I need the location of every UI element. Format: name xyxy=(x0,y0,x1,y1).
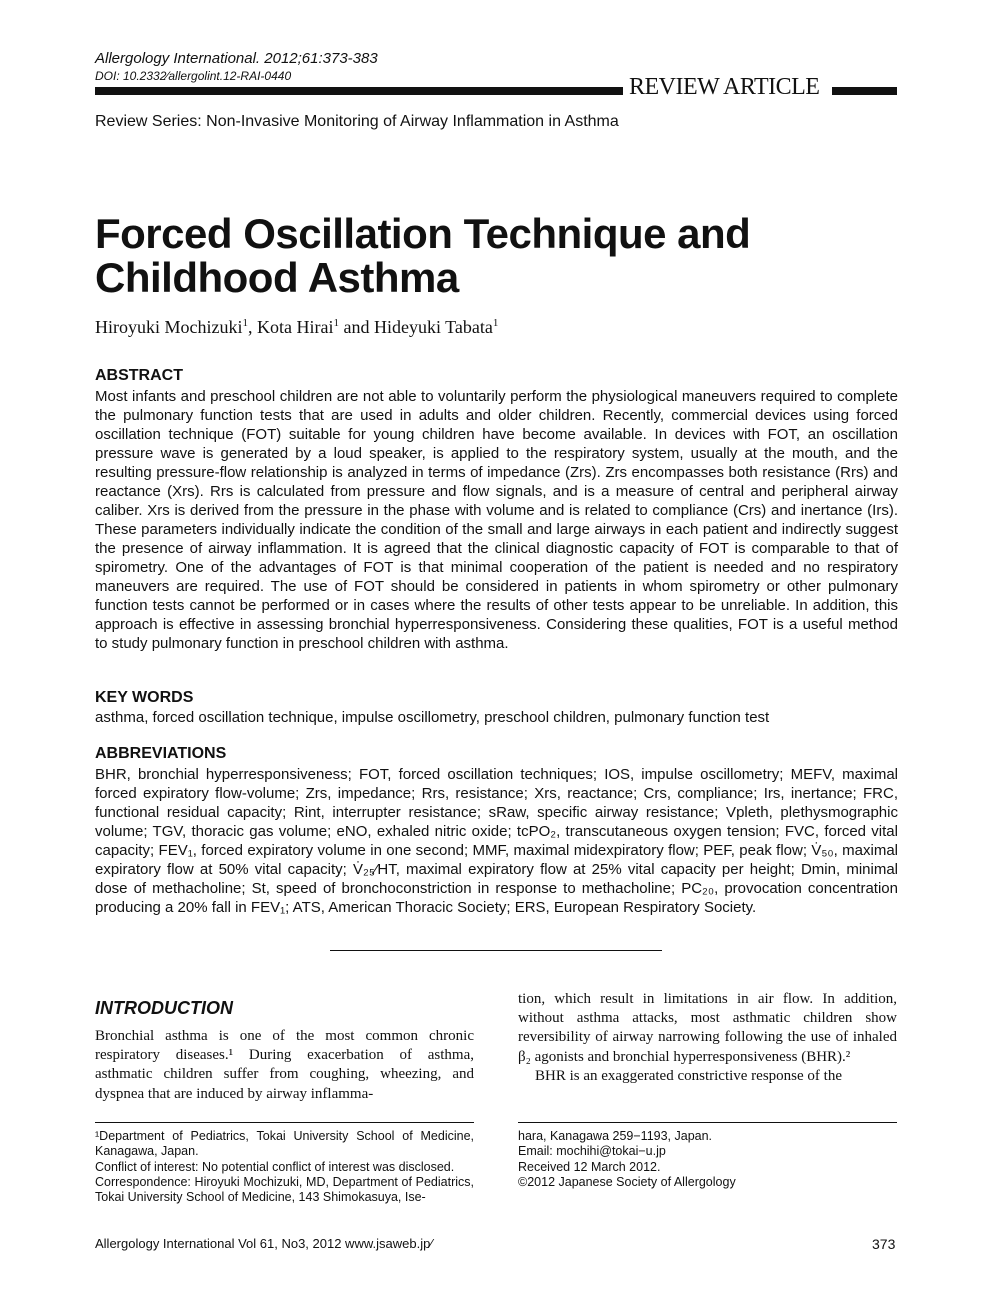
footnotes-right xyxy=(518,1129,897,1190)
footnote-conflict: Conflict of interest: No potential conflict of interest was disclosed. xyxy=(95,1159,455,1174)
title-line-1: Forced Oscillation Technique and xyxy=(95,210,751,257)
doi: DOI: 10.2332⁄allergolint.12-RAI-0440 xyxy=(95,69,292,83)
author-list xyxy=(95,317,498,338)
footnote-affiliation: ¹Department of Pediatrics, Tokai University School of Medicine, Kanagawa, Japan. xyxy=(95,1129,474,1159)
introduction-paragraph: BHR is an exaggerated constrictive response of the xyxy=(535,1067,842,1084)
review-series: Review Series: Non-Invasive Monitoring of Airway Inflammation in Asthma xyxy=(95,113,619,130)
footnote-correspondence: Correspondence: Hiroyuki Mochizuki, MD, Department of Pediatrics, Tokai University School of Medicine, 143 Shimokasuya, Ise- xyxy=(95,1174,474,1205)
footer-citation: Allergology International Vol 61, No3, 2012 www.jsaweb.jp⁄ xyxy=(95,1236,433,1251)
author-separator: and xyxy=(338,317,374,337)
header-rule-left xyxy=(95,87,623,95)
introduction-right-column xyxy=(518,990,897,1086)
footnote-rule xyxy=(95,1122,474,1123)
author-name: Hideyuki Tabata xyxy=(373,317,493,337)
author-name: Hiroyuki Mochizuki xyxy=(95,317,243,337)
introduction-heading: INTRODUCTION xyxy=(95,998,233,1018)
footnotes-left xyxy=(95,1129,474,1205)
abbreviations-heading: ABBREVIATIONS xyxy=(95,745,227,762)
article-type-label: REVIEW ARTICLE xyxy=(629,74,820,100)
footnote-received: Received 12 March 2012. xyxy=(518,1159,661,1174)
author-affiliation: 1 xyxy=(333,317,339,329)
article-title xyxy=(95,212,895,300)
keywords-heading: KEY WORDS xyxy=(95,689,194,706)
footnote-copyright: ©2012 Japanese Society of Allergology xyxy=(518,1174,736,1189)
journal-citation: Allergology International. 2012;61:373-383 xyxy=(95,50,378,67)
page-number: 373 xyxy=(872,1236,896,1252)
section-divider xyxy=(330,950,662,951)
abstract-text: Most infants and preschool children are not able to voluntarily perform the physiological maneuvers required to complete the pulmonary function tests that are used in adults and older children. Recently, commercial devices using forced oscillation technique (FOT) suitable for young children have become available. In devices with FOT, an oscillation pressure wave is generated by a loud speaker, is applied to the respiratory system, usually at the mouth, and the resulting pressure-flow relationship is analyzed in terms of impedance (Zrs). Zrs encompasses both resistance (Rrs) and reactance (Xrs). Rrs is calculated from pressure and flow signals, and is a measure of central and peripheral airway caliber. Xrs is derived from the pressure in the phase with volume and is related to compliance (Crs) and inertance (Irs). These parameters individually indicate the condition of the small and large airways in each patient and indirectly suggest the presence of airway inflammation. It is agreed that the clinical diagnostic capacity of FOT is comparable to that of spirometry. One of the advantages of FOT is that minimal cooperation of the patient is needed and no respiratory maneuvers are required. The use of FOT should be considered in patients in whom spirometry or other pulmonary function tests cannot be performed or in cases where the results of other tests appear to be unreliable. In addition, this approach is effective in assessing bronchial hyperresponsiveness. Considering these qualities, FOT is a useful method to study pulmonary function in preschool children with asthma. xyxy=(95,388,898,652)
author-separator: , xyxy=(247,317,257,337)
title-line-2: Childhood Asthma xyxy=(95,254,459,301)
footnote-rule xyxy=(518,1122,897,1123)
abbreviations-text: BHR, bronchial hyperresponsiveness; FOT, forced oscillation techniques; IOS, impulse oscillometry; MEFV, maximal forced expiratory flow-volume; Zrs, impedance; Rrs, resistance; Xrs, reactance; Crs, compliance; Irs, inertance; FRC, functional residual capacity; Rint, interrupter resistance; sRaw, specific airway resistance; Vpleth, plethysmographic volume; TGV, thoracic gas volume; eNO, exhaled nitric oxide; tcPO₂, transcutaneous oxygen tension; FVC, forced vital capacity; FEV₁, forced expiratory volume in one second; MMF, maximal midexpiratory flow; PEF, peak flow; V̇₅₀, maximal expiratory flow at 50% vital capacity; V̇₂₅⁄HT, maximal expiratory flow at 25% vital capacity per height; Dmin, minimal dose of methacholine; St, speed of bronchoconstriction in response to methacholine; PC₂₀, provocation concentration producing a 20% fall in FEV₁; ATS, American Thoracic Society; ERS, European Respiratory Society. xyxy=(95,766,898,916)
footnote-email: Email: mochihi@tokai−u.jp xyxy=(518,1144,666,1159)
abstract-heading: ABSTRACT xyxy=(95,367,183,384)
header-rule-right xyxy=(832,87,897,95)
keywords-text: asthma, forced oscillation technique, impulse oscillometry, preschool children, pulmonary function test xyxy=(95,709,770,726)
author-affiliation: 1 xyxy=(492,317,499,329)
author-name: Kota Hirai xyxy=(256,317,334,337)
introduction-paragraph: tion, which result in limitations in air flow. In addition, without asthma attacks, most asthmatic children show reversibility of airway narrowing following the use of inhaled β₂ agonists and bronchial hyperresponsiveness (BHR).² xyxy=(518,991,897,1065)
author-affiliation: 1 xyxy=(242,317,248,329)
introduction-left-column: Bronchial asthma is one of the most common chronic respiratory diseases.¹ During exacerbation of asthma, asthmatic children suffer from coughing, wheezing, and dyspnea that are induced by airway inflamma- xyxy=(95,1028,474,1102)
footnote-address: hara, Kanagawa 259−1193, Japan. xyxy=(518,1129,713,1143)
